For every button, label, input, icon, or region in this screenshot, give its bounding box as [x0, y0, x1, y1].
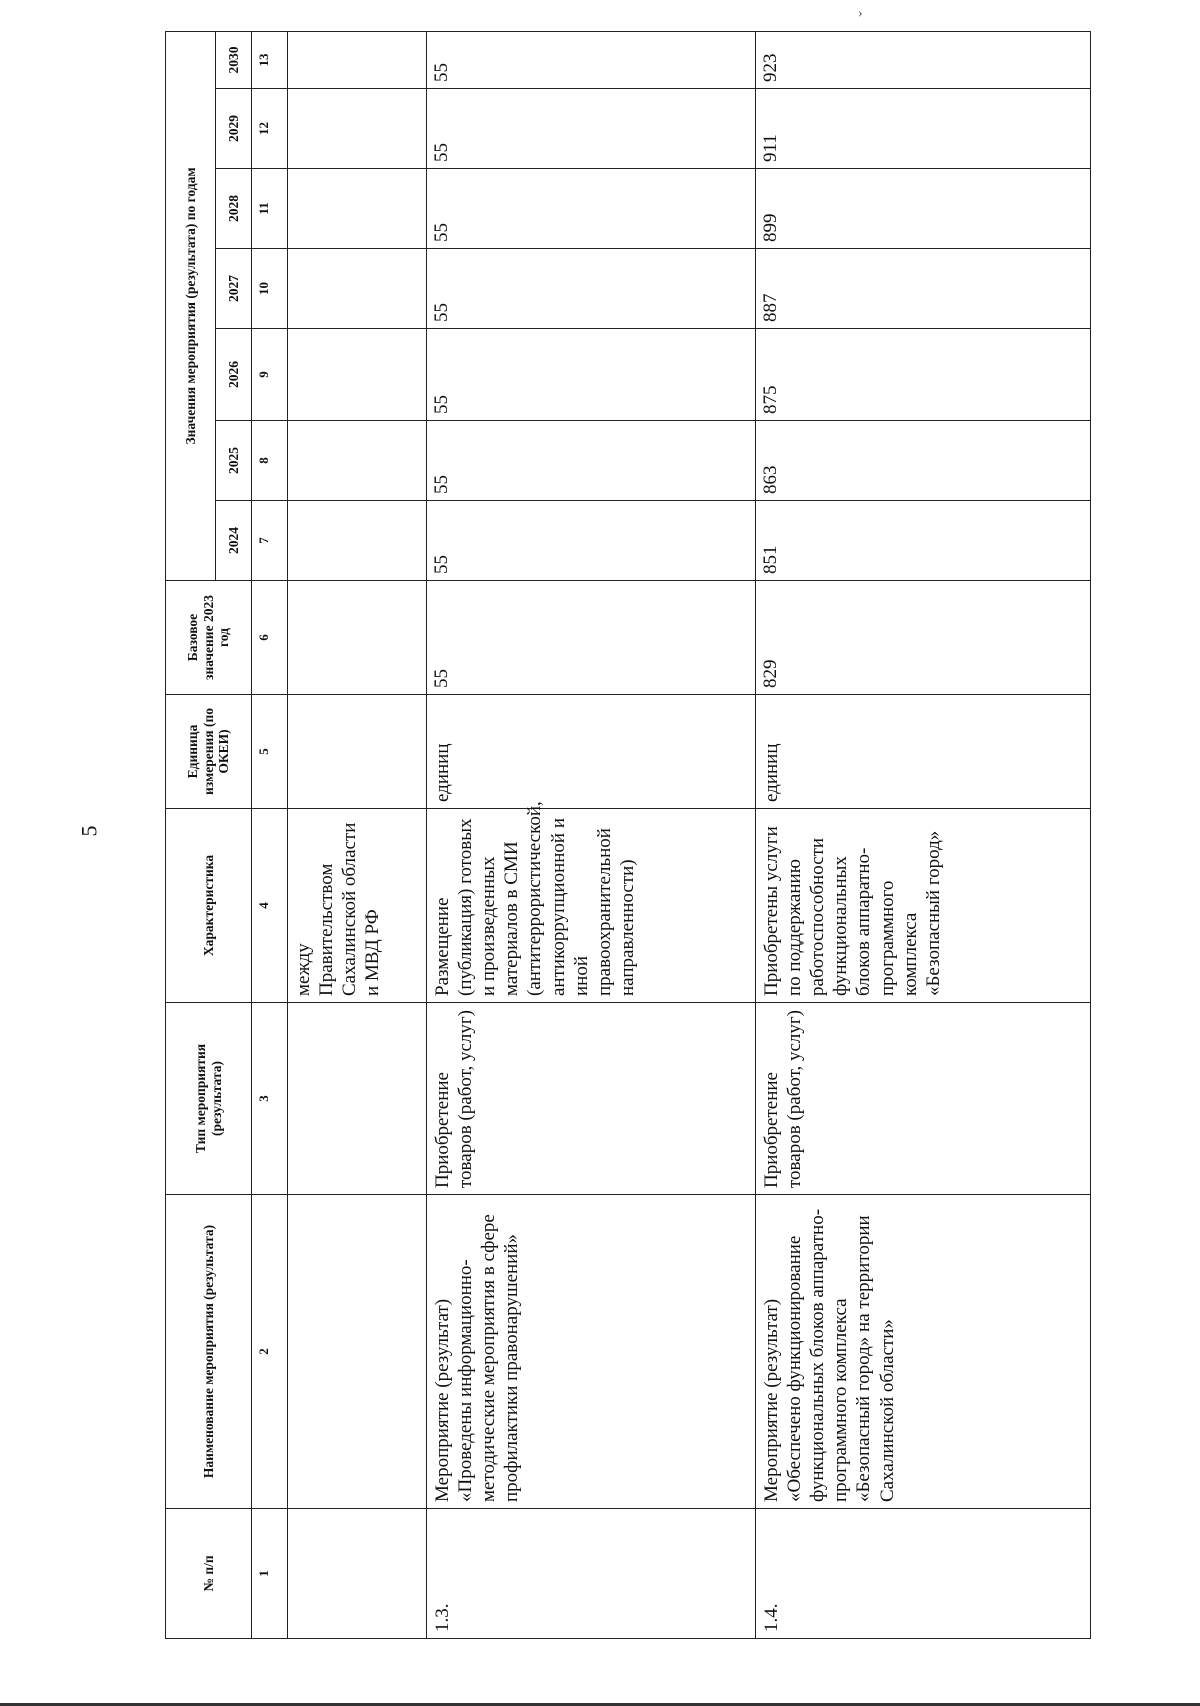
column-number: 13: [252, 32, 288, 89]
row-value: [287, 501, 426, 581]
row-value: [287, 329, 426, 421]
row-num: [287, 1509, 426, 1639]
row-value: 851: [755, 501, 1090, 581]
header-name: Наименование мероприятия (результата): [166, 1195, 252, 1509]
row-base: 829: [755, 581, 1090, 695]
row-num: 1.3.: [426, 1509, 755, 1639]
row-characteristic: Приобретены услуги по поддержанию работоспособности функциональных блоков аппаратно-программного комплекса «Безопасный город»: [755, 809, 1090, 1003]
column-number: 9: [252, 329, 288, 421]
header-year: 2026: [216, 329, 252, 421]
header-num: № п/п: [166, 1509, 252, 1639]
row-value: [287, 169, 426, 249]
header-unit: Единица измерения (по ОКЕИ): [166, 695, 252, 809]
row-name: Мероприятие (результат) «Обеспечено функционирование функциональных блоков аппаратно-программного комплекса «Безопасный город» на территории Сахалинской области»: [755, 1195, 1090, 1509]
column-number: 4: [252, 809, 288, 1003]
row-value: [287, 32, 426, 89]
row-unit: единиц: [426, 695, 755, 809]
column-number: 10: [252, 249, 288, 329]
column-number: 3: [252, 1003, 288, 1195]
row-value: 55: [426, 249, 755, 329]
row-name: [287, 1195, 426, 1509]
row-value: 875: [755, 329, 1090, 421]
row-value: [287, 249, 426, 329]
header-year: 2030: [216, 32, 252, 89]
row-unit: единиц: [755, 695, 1090, 809]
column-number: 8: [252, 421, 288, 501]
column-number: 2: [252, 1195, 288, 1509]
row-type: [287, 1003, 426, 1195]
column-number: 1: [252, 1509, 288, 1639]
row-num: 1.4.: [755, 1509, 1090, 1639]
header-year: 2025: [216, 421, 252, 501]
header-year: 2024: [216, 501, 252, 581]
row-value: 55: [426, 501, 755, 581]
table-row: [426, 32, 755, 1639]
row-value: 887: [755, 249, 1090, 329]
header-characteristic: Характеристика: [166, 809, 252, 1003]
row-characteristic: Размещение (публикация) готовых и произведенных материалов в СМИ (антитеррористической, антикоррупционной и иной правоохранительной направленности): [426, 809, 755, 1003]
row-value: 55: [426, 421, 755, 501]
row-value: 55: [426, 89, 755, 169]
row-value: [287, 421, 426, 501]
row-value: 863: [755, 421, 1090, 501]
row-type: Приобретение товаров (работ, услуг): [755, 1003, 1090, 1195]
row-value: 55: [426, 32, 755, 89]
scan-mark: ›: [858, 6, 863, 21]
header-values-group: Значения мероприятия (результата) по годам: [166, 32, 216, 581]
rotated-table-wrapper: [165, 42, 1091, 1639]
header-year: 2028: [216, 169, 252, 249]
column-number: 12: [252, 89, 288, 169]
row-base: [287, 581, 426, 695]
header-base: Базовое значение 2023 год: [166, 581, 252, 695]
column-number: 6: [252, 581, 288, 695]
row-characteristic: между Правительством Сахалинской области и МВД РФ: [287, 809, 426, 1003]
column-numbers-row: [252, 32, 288, 1639]
row-name: Мероприятие (результат) «Проведены информационно-методические мероприятия в сфере профилактики правонарушений»: [426, 1195, 755, 1509]
activities-table: [165, 31, 1091, 1639]
row-base: 55: [426, 581, 755, 695]
table-row: [755, 32, 1090, 1639]
row-value: 55: [426, 169, 755, 249]
row-value: 923: [755, 32, 1090, 89]
column-number: 7: [252, 501, 288, 581]
row-value: 55: [426, 329, 755, 421]
column-number: 11: [252, 169, 288, 249]
header-year: 2027: [216, 249, 252, 329]
page-number: 5: [76, 825, 102, 837]
row-value: [287, 89, 426, 169]
row-value: 899: [755, 169, 1090, 249]
column-number: 5: [252, 695, 288, 809]
header-year: 2029: [216, 89, 252, 169]
row-type: Приобретение товаров (работ, услуг): [426, 1003, 755, 1195]
table-row: [287, 32, 426, 1639]
row-unit: [287, 695, 426, 809]
header-type: Тип мероприятия (результата): [166, 1003, 252, 1195]
row-value: 911: [755, 89, 1090, 169]
